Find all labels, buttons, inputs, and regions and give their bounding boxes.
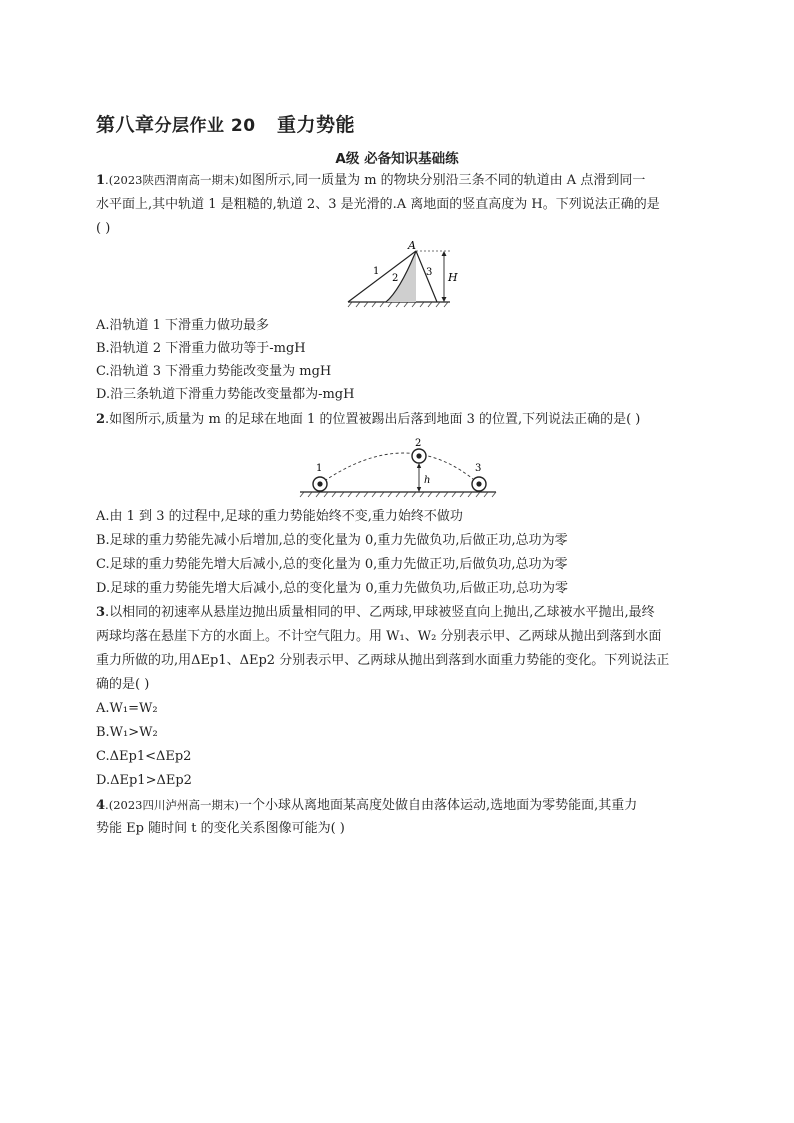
q2-ball-3 (472, 477, 486, 491)
q1-option-b: B.沿轨道 2 下滑重力做功等于-mgH (96, 341, 306, 356)
q2-ball-2 (412, 449, 426, 463)
q2-arrow-down (417, 487, 421, 492)
q2-option-b: B.足球的重力势能先减小后增加,总的变化量为 0,重力先做负功,后做正功,总功为零 (96, 533, 568, 548)
q2-option-a: A.由 1 到 3 的过程中,足球的重力势能始终不变,重力始终不做功 (96, 509, 463, 524)
q3-option-a: A.W₁=W₂ (96, 701, 158, 716)
q1-answer-blank: ( ) (96, 221, 111, 236)
q3-option-c: C.ΔEp1<ΔEp2 (96, 749, 192, 764)
q3-text-1: .以相同的初速率从悬崖边抛出质量相同的甲、乙两球,甲球被竖直向上抛出,乙球被水平抛出,最终 (105, 605, 655, 620)
q3-line3: 重力所做的功,用ΔEp1、ΔEp2 分别表示甲、乙两球从抛出到落到水面重力势能的变化。下列说法正 (96, 653, 670, 668)
q2-position-3-label: 3 (475, 463, 482, 474)
q2-arrow-up (417, 463, 421, 468)
q1-arrow-down (442, 297, 447, 302)
q2-football-diagram (298, 434, 498, 498)
q1-text-1: 如图所示,同一质量为 m 的物块分别沿三条不同的轨道由 A 点滑到同一 (238, 173, 646, 188)
q1-track-2-fill (386, 251, 416, 302)
q2-position-1-label: 1 (316, 463, 323, 474)
q1-height-label: H (448, 271, 458, 284)
q1-track-1-label: 1 (373, 266, 380, 277)
topic-label: 重力势能 (276, 114, 355, 136)
q2-trajectory (320, 453, 482, 484)
q4-text-1: 一个小球从离地面某高度处做自由落体运动,选地面为零势能面,其重力 (238, 798, 638, 813)
q1-track-3-label: 3 (426, 267, 433, 278)
q4-line1 (96, 796, 637, 815)
q2-line1 (96, 411, 640, 429)
q1-option-d: D.沿三条轨道下滑重力势能改变量都为-mgH (96, 387, 355, 402)
q1-point-a-label: A (408, 240, 416, 252)
q1-track-2-label: 2 (392, 273, 399, 284)
q4-source: .(2023四川泸州高一期末) (105, 798, 239, 812)
q1-track-diagram (340, 240, 460, 312)
q3-option-b: B.W₁>W₂ (96, 725, 158, 740)
q1-arrow-up (442, 251, 447, 256)
q1-option-c: C.沿轨道 3 下滑重力势能改变量为 mgH (96, 364, 332, 379)
q2-option-c: C.足球的重力势能先增大后减小,总的变化量为 0,重力先做正功,后做负功,总功为零 (96, 557, 568, 572)
q2-ground-hatch (300, 492, 496, 497)
q3-line4: 确的是( ) (96, 677, 150, 692)
q1-number: 1 (96, 173, 106, 188)
q1-ground-hatch (348, 302, 448, 307)
q1-option-a: A.沿轨道 1 下滑重力做功最多 (96, 318, 270, 333)
section-title: A级 必备知识基础练 (335, 151, 459, 167)
assignment-label: 分层作业 20 (154, 116, 256, 136)
q4-number: 4 (96, 798, 106, 813)
q2-option-d: D.足球的重力势能先增大后减小,总的变化量为 0,重力先做负功,后做正功,总功为零 (96, 581, 569, 596)
q2-ball-1 (313, 477, 327, 491)
q2-height-label: h (424, 475, 431, 486)
q2-position-2-label: 2 (415, 438, 422, 449)
q4-line2: 势能 Ep 随时间 t 的变化关系图像可能为( ) (96, 821, 345, 836)
q2-number: 2 (96, 412, 106, 427)
q3-line1 (96, 604, 655, 622)
q2-text: .如图所示,质量为 m 的足球在地面 1 的位置被踢出后落到地面 3 的位置,下列说法正确的是( ) (105, 412, 641, 427)
q3-number: 3 (96, 605, 106, 620)
q1-line2: 水平面上,其中轨道 1 是粗糙的,轨道 2、3 是光滑的.A 离地面的竖直高度为 H。下列说法正确的是 (96, 197, 660, 212)
page-title (96, 110, 355, 137)
q1-line1 (96, 171, 645, 190)
q1-source: .(2023陕西渭南高一期末) (105, 173, 239, 187)
q3-option-d: D.ΔEp1>ΔEp2 (96, 773, 192, 788)
chapter-label: 第八章 (96, 114, 155, 136)
q3-line2: 两球均落在悬崖下方的水面上。不计空气阻力。用 W₁、W₂ 分别表示甲、乙两球从抛出到落到水面 (96, 629, 662, 644)
